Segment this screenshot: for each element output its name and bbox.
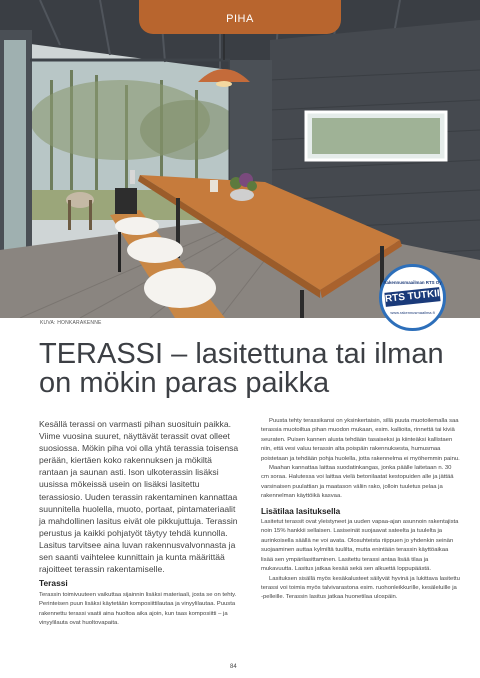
right-para-2: Maahan kannattaa laittaa suodatinkangas, jonka päälle laitetaan n. 30 cm soraa. Halutessa voi laittaa vielä betonilaatat kestopuiden alle ja jättää varsinaisen puulattian ja maatason väliin rako, jolloin tuuletus pelaa ja rakennelman käyttöikä kasvaa. bbox=[261, 465, 454, 500]
section-tab: PIHA bbox=[139, 0, 341, 34]
terassi-text: Terassin toimivuuteen vaikuttaa sijainnin lisäksi materiaali, josta se on tehty. Perinteisen puun lisäksi käytetään komposiittilautaa ja vinyylilautaa. Puusta rakennettu terassi vaatii aina huoltoa aika ajoin, kun taas komposiitti – ja vinyylilauta ovat huoltovapaita. bbox=[39, 592, 237, 627]
article-headline bbox=[39, 340, 459, 398]
page-number: 84 bbox=[230, 664, 237, 670]
terassi-heading: Terassi bbox=[39, 578, 68, 588]
rts-tutkii-badge bbox=[379, 264, 446, 331]
right-column bbox=[261, 417, 460, 603]
headline-line-1: TERASSI – lasitettuna tai ilman bbox=[39, 338, 444, 370]
badge-main-text: RTS TUTKII bbox=[384, 288, 441, 305]
headline-line-2: on mökin paras paikka bbox=[39, 367, 330, 399]
right-heading: Lisätilaa lasituksella bbox=[261, 506, 341, 516]
right-para-1: Puusta tehty terassikansi on yksinkertaisin, sillä puuta muotoilemalla saa terassia muotoiltua pihan muodon mukaan, esim. kallioita, rinnettä tai kiviä seuraten. Puisen kannen alusta tehdään tasaiseksi ja kiinteäksi kallistaen niin, että vesi valuu terassin alta poispäin rakennuksesta, humusmaa poistetaan ja tehdään pohja huolella, jotta rakennelma ei myöhemmin painu. bbox=[261, 418, 460, 462]
lead-paragraph: Kesällä terassi on varmasti pihan suosituin paikka. Viime vuosina suuret, näyttävät terassit ovat olleet suosiossa. Mökin piha voi olla yhtä terassia toisensa perään, kiertäen koko rakennuksen ja mökiltä rantaan ja saunan asti. Ison ulkoterassin lisäksi uusissa mökeissä usein on lisäksi lasitettu terassiosio. Uuden terassin rakentaminen kannattaa suunnitella huolella, muoto, portaat, pintamateriaalit ja mahdollinen lasitus eivät ole pikkujuttuja. Terassin perustus ja kaikki pohjatyöt täytyy tehdä kunnolla. Lasitus tarvitsee aina luvan rakennusvalvonnasta ja sen saanti vaihtelee kunnittain ja kunta määrittää rajoitteet terassin rakentamiselle. bbox=[39, 419, 239, 575]
badge-bottom-text: www.rakennusmaailma.fi bbox=[390, 310, 435, 315]
right-para-3: Lasitetut terassit ovat yleistyneet ja uuden vapaa-ajan asunnoin rakentajista noin 15% hankkii sellaisen. Lasiseinät suojaavat sateelta ja tuulelta ja aurinkoisella säällä ne voi avata. Olosuhteista riippuen jo yhdenkin seinän suojaaminen auttaa kylmiltä tuulilta, mutta enintään terassin käyttöaikaa lisää sen ympärilasittaminen. Lasitettu terassi antaa lisää tilaa ja mukavuutta. Lasitus jatkaa kesää sekä sen alkuettä loppupäästä. bbox=[261, 519, 459, 573]
right-para-4: Lasituksen sisällä myös kesäkalusteet säilyvät hyvinä ja lukittava lasitettu terassi voi toimia myös talvivarastona esim. ruohonleikkurille, kesäleluille ja -pelleille. Terassin lasitus jatkaa huonetilaa ulospäin. bbox=[261, 575, 460, 601]
photo-caption: KUVA: HONKARAKENNE bbox=[40, 320, 102, 326]
badge-top-text: Rakennusmaailman RTS Oy bbox=[383, 280, 442, 285]
